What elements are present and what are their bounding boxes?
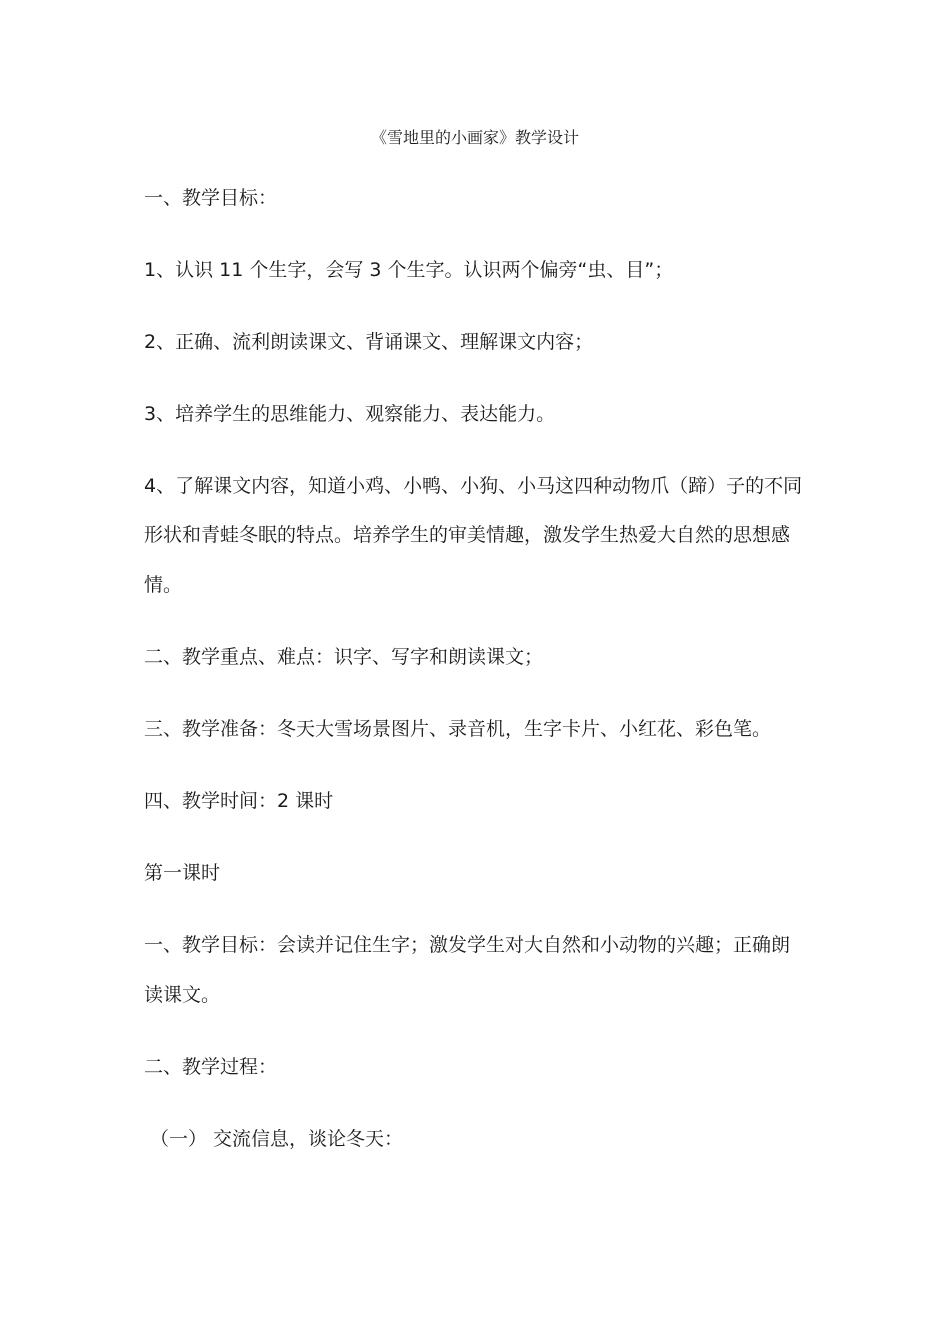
objective-item-4-line-1: 4、了解课文内容，知道小鸡、小鸭、小狗、小马这四种动物爪（蹄）子的不同: [144, 475, 803, 497]
objective-item-3: 3、培养学生的思维能力、观察能力、表达能力。: [144, 403, 556, 425]
objective-item-1: 1、认识 11 个生字，会写 3 个生字。认识两个偏旁“虫、目”；: [144, 259, 674, 281]
section-heading-objectives: 一、教学目标：: [144, 187, 278, 209]
process-step-1: （一） 交流信息，谈论冬天：: [150, 1128, 404, 1150]
objective-item-4-line-2: 形状和青蛙冬眠的特点。培养学生的审美情趣，激发学生热爱大自然的思想感: [144, 524, 791, 546]
objective-item-2: 2、正确、流利朗读课文、背诵课文、理解课文内容；: [144, 331, 594, 353]
section-preparation: 三、教学准备：冬天大雪场景图片、录音机，生字卡片、小红花、彩色笔。: [144, 718, 772, 740]
objective-item-4-line-3: 情。: [144, 574, 183, 596]
section-process: 二、教学过程：: [144, 1056, 278, 1078]
document-title: 《雪地里的小画家》教学设计: [370, 128, 579, 147]
lesson-objectives-line-1: 一、教学目标：会读并记住生字；激发学生对大自然和小动物的兴趣；正确朗: [144, 934, 791, 956]
section-time: 四、教学时间：2 课时: [144, 790, 334, 812]
lesson-objectives-line-2: 读课文。: [144, 984, 221, 1006]
section-key-points: 二、教学重点、难点：识字、写字和朗读课文；: [144, 646, 544, 668]
lesson-heading: 第一课时: [144, 862, 221, 884]
